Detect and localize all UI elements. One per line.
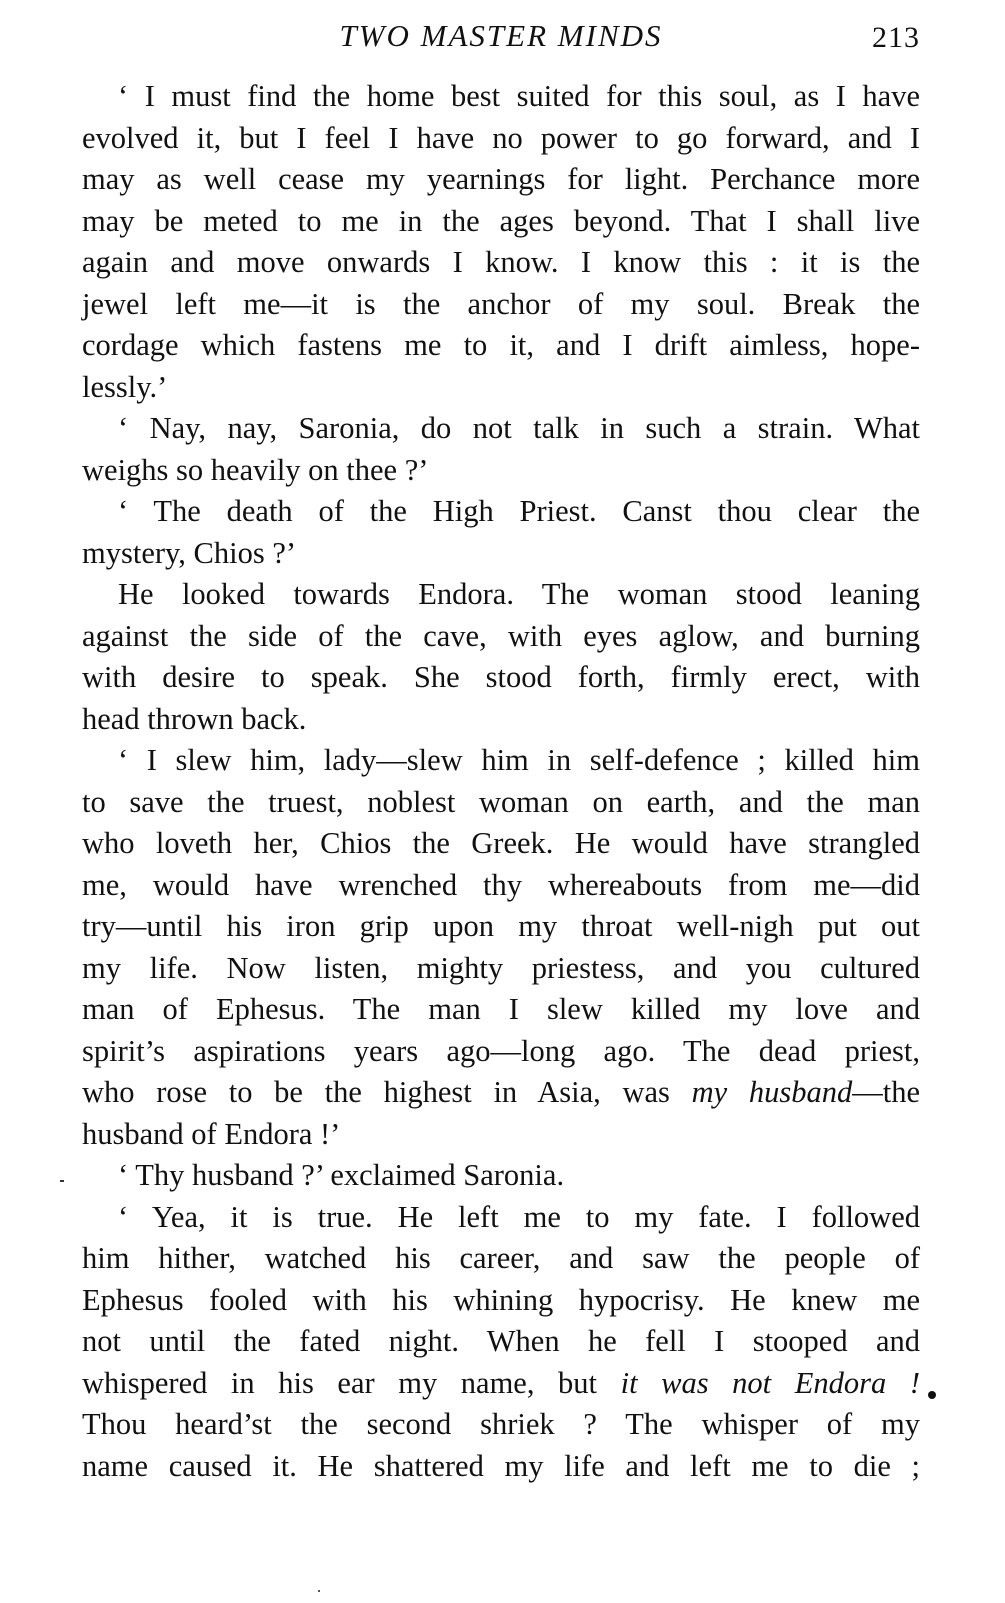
text-line: who loveth her, Chios the Greek. He would have strangled xyxy=(82,826,920,860)
text-line: Ephesus fooled with his whining hypocrisy. He knew me xyxy=(82,1282,920,1317)
text-line: lessly.’ xyxy=(82,369,168,404)
text-line: ‘ The death of the High Priest. Canst thou clear the xyxy=(118,494,920,528)
line-text: —the xyxy=(852,1075,920,1109)
margin-tick-mark xyxy=(60,1180,64,1182)
emphasis-text: my husband xyxy=(691,1075,853,1109)
text-line: ‘ Yea, it is true. He left me to my fate. I followed xyxy=(118,1199,920,1234)
text-line: try—until his iron grip upon my throat well-nigh put out xyxy=(82,909,920,943)
text-line: me, would have wrenched thy whereabouts from me—did xyxy=(82,867,920,902)
text-line: him hither, watched his career, and saw the people of xyxy=(82,1241,920,1275)
text-line: may be meted to me in the ages beyond. That I shall live xyxy=(82,203,920,238)
text-line: may as well cease my yearnings for light. Perchance more xyxy=(82,162,920,196)
text-line: not until the fated night. When he fell I stooped and xyxy=(82,1324,920,1358)
text-line: cordage which fastens me to it, and I drift aimless, hope- xyxy=(82,328,920,362)
text-line: again and move onwards I know. I know this : it is the xyxy=(82,245,920,279)
running-head: TWO MASTER MINDS xyxy=(339,18,663,53)
text-line: Thou heard’st the second shriek ? The whisper of my xyxy=(82,1407,920,1441)
text-line-with-emphasis xyxy=(82,1072,920,1114)
text-line: spirit’s aspirations years ago—long ago. The dead priest, xyxy=(82,1033,920,1068)
text-line: to save the truest, noblest woman on earth, and the man xyxy=(82,784,920,819)
text-line: husband of Endora !’ xyxy=(82,1116,341,1151)
text-line: name caused it. He shattered my life and left me to die ; xyxy=(82,1448,920,1483)
text-line: weighs so heavily on thee ?’ xyxy=(82,452,429,487)
text-line: with desire to speak. She stood forth, firmly erect, with xyxy=(82,660,920,694)
text-line: ‘ I slew him, lady—slew him in self-defence ; killed him xyxy=(118,743,920,777)
text-line: evolved it, but I feel I have no power to go forward, and I xyxy=(82,120,920,155)
text-line: my life. Now listen, mighty priestess, and you cultured xyxy=(82,950,920,985)
line-text: who rose to be the highest in Asia, was xyxy=(82,1075,692,1109)
emphasis-text: it was not Endora ! xyxy=(620,1365,920,1400)
text-line: mystery, Chios ?’ xyxy=(82,535,297,570)
page-header xyxy=(82,14,920,58)
text-line: man of Ephesus. The man I slew killed my love and xyxy=(82,992,920,1026)
text-line: He looked towards Endora. The woman stood leaning xyxy=(118,577,920,611)
margin-dot-mark xyxy=(928,1391,936,1399)
bottom-speck-mark xyxy=(318,1590,320,1592)
line-text: whispered in his ear my name, but xyxy=(82,1365,621,1400)
text-line-with-emphasis xyxy=(82,1363,920,1405)
text-line: jewel left me—it is the anchor of my soul. Break the xyxy=(82,286,920,321)
text-line: ‘ I must find the home best suited for this soul, as I have xyxy=(118,79,920,113)
text-line: ‘ Nay, nay, Saronia, do not talk in such a strain. What xyxy=(118,411,920,445)
page-number: 213 xyxy=(872,21,920,54)
text-line: head thrown back. xyxy=(82,701,307,736)
body-text xyxy=(82,76,920,1487)
text-line: against the side of the cave, with eyes aglow, and burning xyxy=(82,618,920,653)
text-line: ‘ Thy husband ?’ exclaimed Saronia. xyxy=(118,1158,565,1192)
